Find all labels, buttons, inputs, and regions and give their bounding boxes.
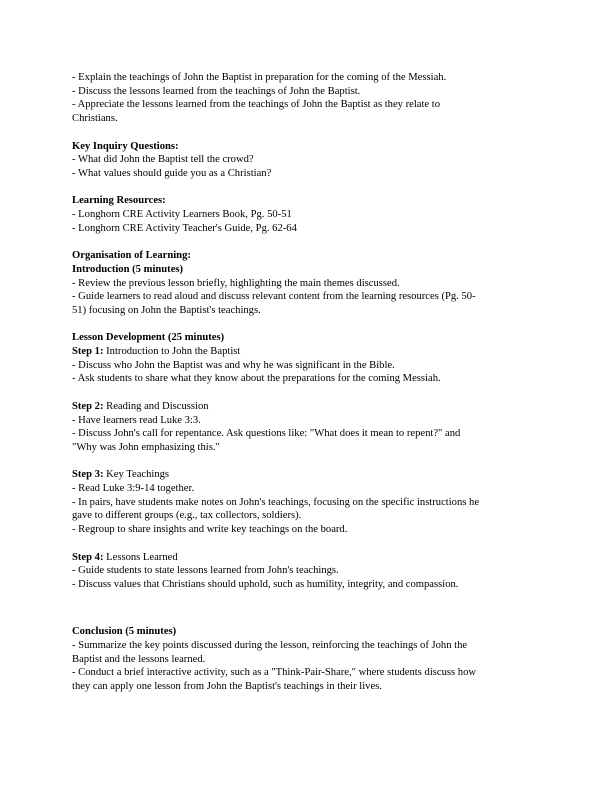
organisation-section: [72, 249, 542, 318]
step-title-text: Introduction to John the Baptist: [103, 346, 241, 357]
step-title: [72, 400, 542, 414]
conclusion-item: - Conduct a brief interactive activity, such as a "Think-Pair-Share," where students discuss how: [72, 667, 477, 679]
step-title: [72, 468, 542, 482]
objective-line: - Discuss the lessons learned from the teachings of John the Baptist.: [72, 85, 361, 97]
conclusion-item: they can apply one lesson from John the Baptist's teachings in their lives.: [72, 681, 382, 693]
step-1: [72, 345, 542, 386]
objective-line: - Appreciate the lessons learned from the teachings of John the Baptist as they relate to: [72, 99, 441, 111]
step-item: - Have learners read Luke 3:3.: [72, 414, 201, 426]
introduction-item: - Review the previous lesson briefly, highlighting the main themes discussed.: [72, 277, 400, 289]
lesson-development-heading: Lesson Development (25 minutes): [72, 332, 225, 344]
step-label: Step 2:: [72, 400, 104, 412]
resources-section: [72, 194, 542, 235]
step-item: - Discuss who John the Baptist was and why he was significant in the Bible.: [72, 359, 395, 371]
inquiry-item: - What did John the Baptist tell the crowd?: [72, 154, 254, 166]
step-title-text: Key Teachings: [103, 469, 170, 481]
step-item: "Why was John emphasizing this.": [72, 441, 220, 453]
key-inquiry-heading: Key Inquiry Questions:: [72, 140, 179, 152]
step-title: [72, 551, 542, 565]
inquiry-item: - What values should guide you as a Christian?: [72, 167, 272, 179]
introduction-heading: Introduction (5 minutes): [72, 263, 184, 275]
step-item: gave to different groups (e.g., tax collectors, soldiers).: [72, 510, 302, 522]
conclusion-item: Baptist and the lessons learned.: [72, 653, 206, 665]
step-item: - Discuss John's call for repentance. Ask questions like: "What does it mean to repent?" and: [72, 428, 461, 440]
resources-heading: Learning Resources:: [72, 195, 166, 207]
step-item: - Ask students to share what they know about the preparations for the coming Messiah.: [72, 373, 441, 385]
objectives-list: [72, 71, 542, 126]
conclusion-heading: Conclusion (5 minutes): [72, 626, 177, 638]
step-item: - In pairs, have students make notes on John's teachings, focusing on the specific instructions he: [72, 496, 480, 508]
lesson-development-section: [72, 331, 542, 591]
resource-item: - Longhorn CRE Activity Teacher's Guide, Pg. 62-64: [72, 222, 297, 234]
objective-line: - Explain the teachings of John the Baptist in preparation for the coming of the Messiah.: [72, 72, 447, 83]
step-title-text: Lessons Learned: [103, 551, 178, 563]
step-2: [72, 400, 542, 455]
step-label: Step 1:: [72, 346, 104, 357]
resource-item: - Longhorn CRE Activity Learners Book, Pg. 50-51: [72, 209, 292, 220]
step-title: [72, 345, 542, 359]
step-item: - Regroup to share insights and write key teachings on the board.: [72, 524, 348, 536]
step-item: - Guide students to state lessons learned from John's teachings.: [72, 565, 339, 577]
step-label: Step 4:: [72, 551, 104, 563]
introduction-item: 51) focusing on John the Baptist's teachings.: [72, 304, 261, 316]
key-inquiry-section: [72, 140, 542, 181]
conclusion-section: [72, 625, 542, 694]
step-label: Step 3:: [72, 469, 104, 481]
step-title-text: Reading and Discussion: [103, 400, 209, 412]
objective-line: Christians.: [72, 113, 118, 125]
step-item: - Read Luke 3:9-14 together.: [72, 483, 195, 494]
step-4: [72, 551, 542, 592]
organisation-heading: Organisation of Learning:: [72, 250, 191, 262]
introduction-item: - Guide learners to read aloud and discuss relevant content from the learning resources (Pg. 50-: [72, 291, 476, 303]
document-page: [72, 71, 542, 694]
conclusion-item: - Summarize the key points discussed during the lesson, reinforcing the teachings of John the: [72, 640, 468, 651]
step-3: [72, 468, 542, 537]
step-item: - Discuss values that Christians should uphold, such as humility, integrity, and compassion.: [72, 578, 459, 590]
